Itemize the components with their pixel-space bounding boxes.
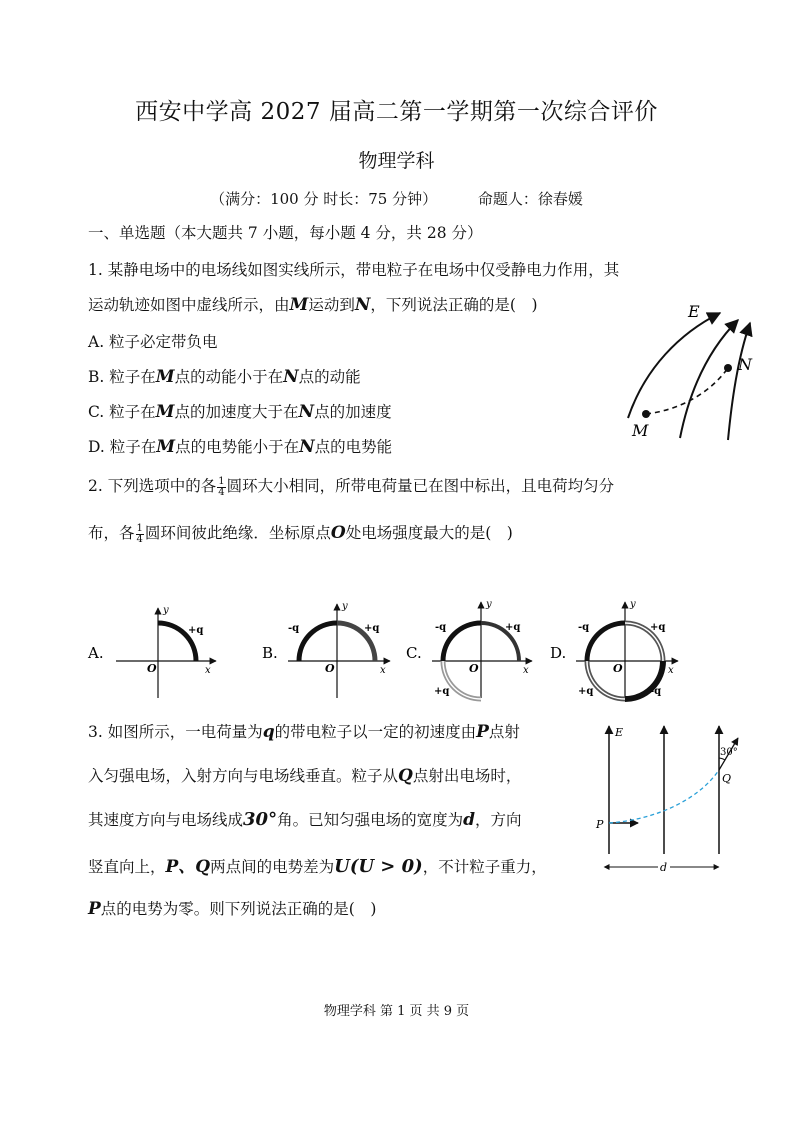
label-Q: Q [722, 772, 732, 785]
frac-den: 4 [136, 533, 143, 545]
author: 命题人：徐春媛 [477, 190, 583, 208]
q3-text: 竖直向上， [88, 858, 166, 876]
q1-option-a: A. 粒子必定带负电 [88, 333, 218, 351]
frac-num: 1 [136, 522, 143, 534]
q1-line1: 1. 某静电场中的电场线如图实线所示，带电粒子在电场中仅受静电力作用，其 [88, 261, 620, 279]
q3-line4 [88, 852, 547, 877]
q3-text: 的带电粒子以一定的初速度由 [274, 723, 477, 741]
option-text: 点的电势能小于在 [175, 438, 300, 456]
symbol-q: q [262, 722, 275, 742]
option-a-label: A. [88, 644, 104, 662]
option-c-label: C. [406, 644, 422, 662]
symbol-N: N [283, 367, 299, 387]
option-b-label: B. [262, 644, 278, 662]
label-E: E [688, 302, 700, 321]
q2-line2 [88, 521, 513, 545]
option-text: 点的加速度 [314, 403, 392, 421]
point-N [724, 364, 732, 372]
q2-text: 布，各 [88, 524, 135, 542]
page-title: 西安中学高 2027 届高二第一学期第一次综合评价 [135, 99, 658, 125]
option-d-figure [550, 599, 678, 699]
q3-line1 [88, 720, 520, 742]
q3-text: 3. 如图所示，一电荷量为 [88, 723, 263, 741]
q2-ring-figures [80, 598, 700, 703]
section-heading: 一、单选题（本大题共 7 小题，每小题 4 分，共 28 分） [88, 224, 483, 242]
angle-label: 30° [720, 747, 738, 758]
charge-label: +q [364, 623, 380, 634]
q3-line5 [88, 897, 376, 919]
charge-label: -q [650, 686, 662, 697]
label-E: E [615, 726, 624, 739]
q2-text: 处电场强度最大的是( ) [345, 524, 513, 542]
symbol-M: M [289, 295, 309, 315]
axis-x-label: x [205, 665, 211, 676]
option-a-figure [87, 605, 216, 698]
option-text: B. 粒子在 [88, 368, 156, 386]
q1-option-b [88, 365, 361, 387]
q1-text: 运动到 [308, 296, 355, 314]
field-line [628, 313, 720, 418]
q2-text: 2. 下列选项中的各 [88, 477, 217, 495]
axis-y-label: y [630, 599, 636, 610]
q1-option-d [88, 435, 392, 457]
charge-label: +q [188, 625, 204, 636]
q3-text: 其速度方向与电场线成 [88, 811, 244, 829]
symbol-P: P [88, 899, 101, 919]
option-text: 点的电势能 [314, 438, 393, 456]
symbol-Q: Q [398, 766, 413, 786]
label-N: N [738, 355, 752, 374]
option-c-figure [406, 599, 532, 699]
q3-text: 角。已知匀强电场的宽度为 [277, 811, 464, 829]
symbol-M: M [155, 402, 175, 422]
label-M: M [632, 421, 649, 440]
symbol-PQ: P、Q [165, 857, 211, 877]
q2-line1 [88, 474, 614, 498]
q3-text: ，方向 [474, 811, 522, 829]
charge-label: -q [288, 623, 300, 634]
q1-field-figure [610, 298, 770, 443]
frac-num: 1 [218, 475, 225, 487]
charge-label: +q [434, 686, 450, 697]
origin-label: O [613, 662, 623, 675]
exam-meta [0, 188, 793, 209]
axis-x-label: x [668, 665, 674, 676]
q3-text: ，不计粒子重力， [422, 858, 547, 876]
axis-x-label: x [380, 665, 386, 676]
axis-x-label: x [523, 665, 529, 676]
q1-text: ，下列说法正确的是( ) [370, 296, 538, 314]
q3-text: 入匀强电场，入射方向与电场线垂直。粒子从 [88, 767, 399, 785]
potential-expression: U(U > 0) [334, 856, 423, 877]
point-M [642, 410, 650, 418]
q3-line3 [88, 808, 522, 830]
fraction-quarter [136, 524, 144, 545]
symbol-O: O [330, 523, 346, 543]
label-P: P [596, 818, 604, 831]
q2-text: 圆环大小相同，所带电荷量已在图中标出，且电荷均匀分 [226, 477, 615, 495]
q2-text: 圆环间彼此绝缘．坐标原点 [144, 524, 331, 542]
score-info: （满分：100 分 时长：75 分钟） [210, 190, 438, 208]
subject-title: 物理学科 [358, 150, 435, 172]
option-text: 点的加速度大于在 [174, 403, 299, 421]
axis-y-label: y [486, 599, 492, 610]
label-d: d [660, 861, 668, 874]
option-b-figure [262, 601, 390, 698]
q1-option-c [88, 400, 392, 422]
q3-line2 [88, 764, 521, 786]
q1-text: 运动轨迹如图中虚线所示，由 [88, 296, 290, 314]
option-text: C. 粒子在 [88, 403, 156, 421]
axis-y-label: y [163, 605, 169, 616]
option-text: D. 粒子在 [88, 438, 157, 456]
symbol-M: M [155, 367, 175, 387]
q3-field-figure [592, 722, 738, 880]
q3-text: 点射出电场时， [412, 767, 522, 785]
q1-line2 [88, 293, 538, 315]
option-text: 点的动能 [298, 368, 361, 386]
symbol-d: d [463, 810, 475, 830]
charge-label: -q [578, 622, 590, 633]
symbol-N: N [299, 437, 315, 457]
origin-label: O [325, 662, 335, 675]
q3-text: 两点间的电势差为 [210, 858, 335, 876]
symbol-M: M [156, 437, 176, 457]
charge-label: -q [435, 622, 447, 633]
option-text: 点的动能小于在 [174, 368, 284, 386]
charge-label: +q [578, 686, 594, 697]
axis-y-label: y [342, 601, 348, 612]
field-line [728, 323, 750, 440]
origin-label: O [469, 662, 479, 675]
page-footer: 物理学科 第 1 页 共 9 页 [323, 1004, 470, 1019]
option-d-label: D. [550, 644, 567, 662]
fraction-quarter [217, 477, 225, 498]
q3-text: 点射 [488, 723, 520, 741]
charge-label: +q [650, 622, 666, 633]
origin-label: O [147, 662, 157, 675]
q3-text: 点的电势为零。则下列说法正确的是( ) [100, 900, 377, 918]
angle-30: 30° [243, 809, 278, 830]
frac-den: 4 [218, 486, 225, 498]
symbol-N: N [354, 295, 371, 315]
symbol-P: P [476, 722, 489, 742]
symbol-N: N [298, 402, 315, 422]
charge-label: +q [505, 622, 521, 633]
